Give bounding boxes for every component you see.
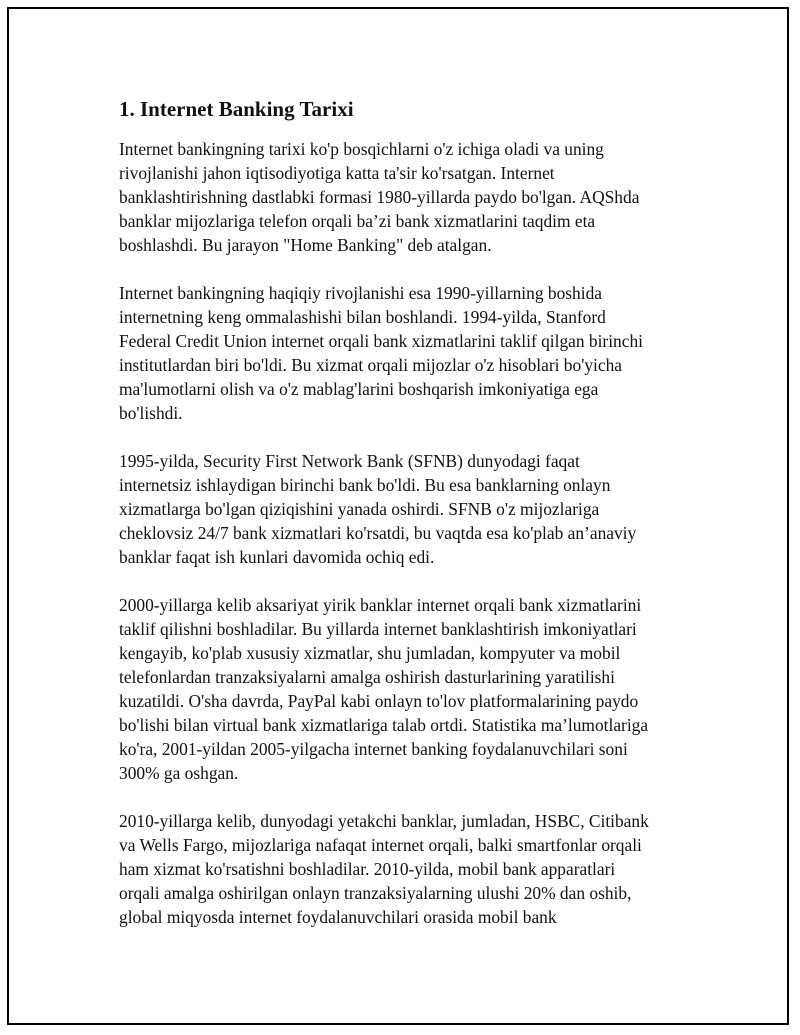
text-line: ma'lumotlarni olish va o'z mablag'larini boshqarish imkoniyatiga ega (119, 379, 599, 399)
page-title: 1. Internet Banking Tarixi (119, 97, 354, 121)
text-line: bo'lishi bilan virtual bank xizmatlariga talab ortdi. Statistika ma’lumotlariga (119, 715, 649, 735)
text-line: bo'lishdi. (119, 403, 183, 423)
text-line: ham xizmat ko'rsatishni boshladilar. 2010-yilda, mobil bank apparatlari (119, 859, 616, 879)
text-line: 1995-yilda, Security First Network Bank (SFNB) dunyodagi faqat (119, 451, 580, 471)
text-line: institutlardan biri bo'ldi. Bu xizmat orqali mijozlar o'z hisoblari bo'yicha (119, 355, 622, 375)
text-line: cheklovsiz 24/7 bank xizmatlari ko'rsatdi, bu vaqtda esa ko'plab an’anaviy (119, 523, 637, 543)
text-line: Internet bankingning tarixi ko'p bosqichlarni o'z ichiga oladi va uning (119, 139, 604, 159)
text-line: taklif qilishni boshladilar. Bu yillarda internet banklashtirish imkoniyatlari (119, 619, 637, 639)
text-line: 2010-yillarga kelib, dunyodagi yetakchi banklar, jumladan, HSBC, Citibank (119, 811, 649, 831)
text-line: telefonlardan tranzaksiyalarni amalga oshirish dasturlarining yaratilishi (119, 667, 615, 687)
text-line: orqali amalga oshirilgan onlayn tranzaksiyalarning ulushi 20% dan oshib, (119, 883, 632, 903)
text-line: Federal Credit Union internet orqali bank xizmatlarini taklif qilgan birinchi (119, 331, 643, 351)
text-line: internetning keng ommalashishi bilan boshlandi. 1994-yilda, Stanford (119, 307, 606, 327)
text-line: Internet bankingning haqiqiy rivojlanishi esa 1990-yillarning boshida (119, 283, 602, 303)
text-line: ko'ra, 2001-yildan 2005-yilgacha internet banking foydalanuvchilari soni (119, 739, 628, 759)
paragraph-5 (119, 809, 699, 929)
text-line: kengayib, ko'plab xususiy xizmatlar, shu jumladan, kompyuter va mobil (119, 643, 621, 663)
document-body (119, 97, 699, 953)
text-line: banklar faqat ish kunlari davomida ochiq edi. (119, 547, 435, 567)
text-line: boshlashdi. Bu jarayon "Home Banking" deb atalgan. (119, 235, 492, 255)
text-line: banklashtirishning dastlabki formasi 1980-yillarda paydo bo'lgan. AQShda (119, 187, 640, 207)
paragraph-3 (119, 449, 699, 569)
text-line: 2000-yillarga kelib aksariyat yirik banklar internet orqali bank xizmatlarini (119, 595, 642, 615)
text-line: global miqyosda internet foydalanuvchilari orasida mobil bank (119, 907, 557, 927)
text-line: kuzatildi. O'sha davrda, PayPal kabi onlayn to'lov platformalarining paydo (119, 691, 639, 711)
text-line: va Wells Fargo, mijozlariga nafaqat internet orqali, balki smartfonlar orqali (119, 835, 642, 855)
paragraph-1 (119, 137, 699, 257)
text-line: internetsiz ishlaydigan birinchi bank bo'ldi. Bu esa banklarning onlayn (119, 475, 611, 495)
page-frame (7, 7, 789, 1025)
paragraph-4 (119, 593, 699, 785)
paragraph-2 (119, 281, 699, 425)
text-line: rivojlanishi jahon iqtisodiyotiga katta ta'sir ko'rsatgan. Internet (119, 163, 555, 183)
text-line: 300% ga oshgan. (119, 763, 239, 783)
text-line: banklar mijozlariga telefon orqali ba’zi bank xizmatlarini taqdim eta (119, 211, 596, 231)
text-line: xizmatlarga bo'lgan qiziqishini yanada oshirdi. SFNB o'z mijozlariga (119, 499, 600, 519)
